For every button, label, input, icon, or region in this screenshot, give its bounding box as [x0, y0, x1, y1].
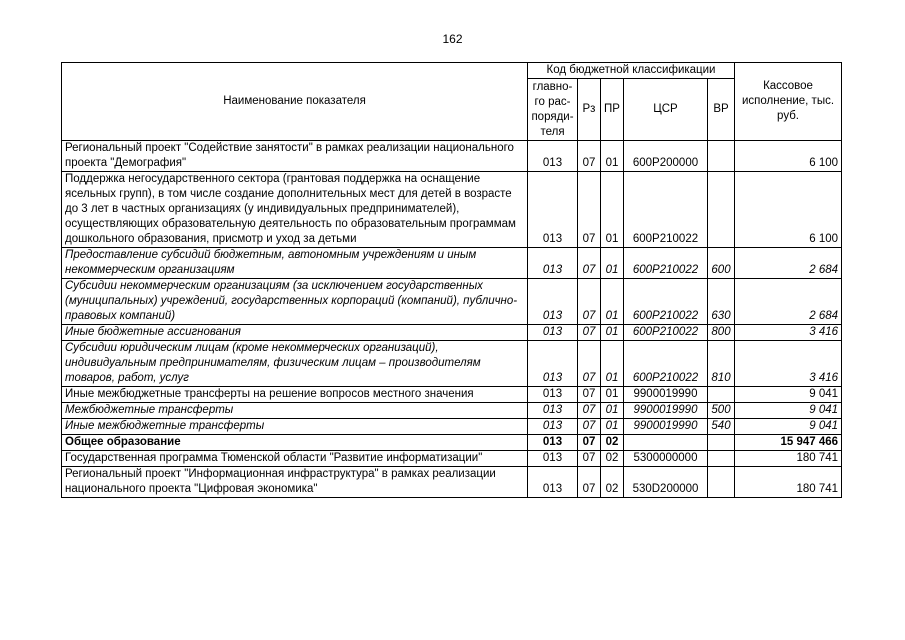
row-glav: 013: [528, 172, 578, 248]
row-pr: 01: [601, 248, 624, 279]
row-glav: 013: [528, 435, 578, 451]
row-pr: 01: [601, 172, 624, 248]
row-pr: 01: [601, 279, 624, 325]
table-body: [62, 141, 842, 498]
row-vr: 800: [708, 325, 735, 341]
row-vr: [708, 451, 735, 467]
row-vr: [708, 467, 735, 498]
row-csr: 530D200000: [624, 467, 708, 498]
row-rz: 07: [578, 451, 601, 467]
row-pr: 01: [601, 387, 624, 403]
row-glav: 013: [528, 403, 578, 419]
row-pr: 02: [601, 435, 624, 451]
row-csr: 600P210022: [624, 325, 708, 341]
table-row: [62, 387, 842, 403]
row-csr: [624, 435, 708, 451]
row-name: Субсидии юридическим лицам (кроме некоммерческих организаций), индивидуальным предпринимателям, физическим лицам – производителям товаров, работ, услуг: [62, 341, 528, 387]
row-amount: 9 041: [735, 403, 842, 419]
table-row: [62, 419, 842, 435]
row-rz: 07: [578, 172, 601, 248]
row-glav: 013: [528, 325, 578, 341]
header-name: Наименование показателя: [62, 63, 528, 141]
row-amount: 2 684: [735, 279, 842, 325]
table-row: [62, 435, 842, 451]
row-vr: 600: [708, 248, 735, 279]
row-rz: 07: [578, 325, 601, 341]
row-rz: 07: [578, 403, 601, 419]
row-rz: 07: [578, 387, 601, 403]
row-glav: 013: [528, 467, 578, 498]
row-csr: 5300000000: [624, 451, 708, 467]
table-row: [62, 279, 842, 325]
row-name: Субсидии некоммерческим организациям (за исключением государственных (муниципальных) учреждений, государственных корпораций (компаний), публично-правовых компаний): [62, 279, 528, 325]
row-csr: 600P210022: [624, 279, 708, 325]
row-amount: 3 416: [735, 341, 842, 387]
page-number: 162: [442, 32, 463, 46]
row-amount: 9 041: [735, 387, 842, 403]
row-amount: 180 741: [735, 451, 842, 467]
row-vr: [708, 435, 735, 451]
row-pr: 01: [601, 325, 624, 341]
budget-table: [61, 62, 842, 498]
row-name: Иные межбюджетные трансферты: [62, 419, 528, 435]
row-amount: 9 041: [735, 419, 842, 435]
row-csr: 9900019990: [624, 387, 708, 403]
header-vr: ВР: [708, 79, 735, 141]
header-code-group: Код бюджетной классификации: [528, 63, 735, 79]
table-header: [62, 63, 842, 141]
table-row: [62, 341, 842, 387]
row-csr: 600P200000: [624, 141, 708, 172]
row-vr: 500: [708, 403, 735, 419]
header-csr: ЦСР: [624, 79, 708, 141]
row-name: Поддержка негосударственного сектора (грантовая поддержка на оснащение ясельных групп), в том числе создание дополнительных мест для детей в возрасте до 3 лет в частных организациях (у индивидуальных предпринимателей), осуществляющих образовательную деятельность по образовательным программам дошкольного образования, присмотр и уход за детьми: [62, 172, 528, 248]
row-rz: 07: [578, 467, 601, 498]
table-row: [62, 248, 842, 279]
row-rz: 07: [578, 141, 601, 172]
row-vr: 630: [708, 279, 735, 325]
table-row: [62, 451, 842, 467]
row-rz: 07: [578, 435, 601, 451]
row-amount: 15 947 466: [735, 435, 842, 451]
row-amount: 180 741: [735, 467, 842, 498]
row-pr: 01: [601, 403, 624, 419]
row-name: Иные бюджетные ассигнования: [62, 325, 528, 341]
header-amount: Кассовое исполнение, тыс. руб.: [735, 63, 842, 141]
header-rz: Рз: [578, 79, 601, 141]
row-pr: 02: [601, 467, 624, 498]
row-glav: 013: [528, 451, 578, 467]
table-row: [62, 325, 842, 341]
row-pr: 01: [601, 419, 624, 435]
row-glav: 013: [528, 387, 578, 403]
row-rz: 07: [578, 248, 601, 279]
row-vr: 810: [708, 341, 735, 387]
row-glav: 013: [528, 279, 578, 325]
row-name: Региональный проект "Информационная инфраструктура" в рамках реализации национального проекта "Цифровая экономика": [62, 467, 528, 498]
row-vr: [708, 141, 735, 172]
row-glav: 013: [528, 248, 578, 279]
row-name: Предоставление субсидий бюджетным, автономным учреждениям и иным некоммерческим организациям: [62, 248, 528, 279]
row-vr: 540: [708, 419, 735, 435]
row-csr: 600P210022: [624, 341, 708, 387]
row-pr: 01: [601, 141, 624, 172]
row-csr: 600P210022: [624, 248, 708, 279]
row-name: Общее образование: [62, 435, 528, 451]
row-csr: 9900019990: [624, 419, 708, 435]
row-amount: 3 416: [735, 325, 842, 341]
table-row: [62, 172, 842, 248]
row-amount: 2 684: [735, 248, 842, 279]
row-glav: 013: [528, 141, 578, 172]
row-glav: 013: [528, 419, 578, 435]
row-csr: 9900019990: [624, 403, 708, 419]
row-csr: 600P210022: [624, 172, 708, 248]
header-glav: главно- го рас- поряди- теля: [528, 79, 578, 141]
row-rz: 07: [578, 279, 601, 325]
row-rz: 07: [578, 419, 601, 435]
header-pr: ПР: [601, 79, 624, 141]
row-amount: 6 100: [735, 172, 842, 248]
table-row: [62, 467, 842, 498]
row-vr: [708, 387, 735, 403]
table-row: [62, 141, 842, 172]
row-rz: 07: [578, 341, 601, 387]
row-name: Иные межбюджетные трансферты на решение вопросов местного значения: [62, 387, 528, 403]
row-pr: 02: [601, 451, 624, 467]
row-name: Государственная программа Тюменской области "Развитие информатизации": [62, 451, 528, 467]
row-amount: 6 100: [735, 141, 842, 172]
row-name: Региональный проект "Содействие занятости" в рамках реализации национального проекта "Демография": [62, 141, 528, 172]
row-name: Межбюджетные трансферты: [62, 403, 528, 419]
table-row: [62, 403, 842, 419]
row-glav: 013: [528, 341, 578, 387]
row-vr: [708, 172, 735, 248]
row-pr: 01: [601, 341, 624, 387]
